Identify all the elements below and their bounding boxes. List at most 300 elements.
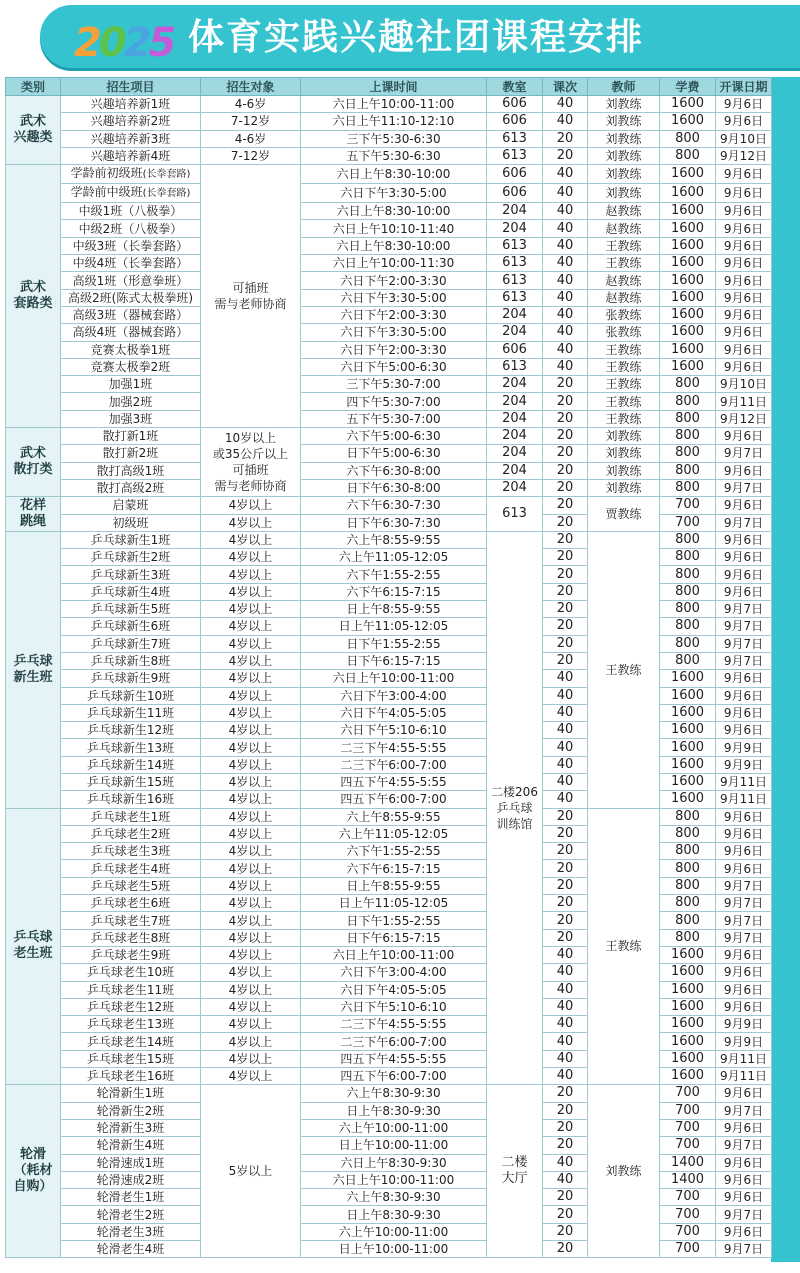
time-cell: 五下午5:30-7:00	[301, 410, 487, 427]
fee-cell: 1600	[660, 289, 716, 306]
start-date-cell: 9月11日	[716, 773, 772, 790]
category-cell	[6, 96, 61, 165]
cell-line: 可插班	[232, 281, 269, 296]
time-cell: 六上午8:30-9:30	[301, 1085, 487, 1102]
course-name: 散打新1班	[102, 429, 159, 444]
fee-cell: 700	[660, 1189, 716, 1206]
fee-cell: 800	[660, 860, 716, 877]
fee-cell: 800	[660, 462, 716, 479]
course-name: 乒乓球老生9班	[90, 948, 171, 963]
fee-cell: 1600	[660, 272, 716, 289]
column-header: 教室	[487, 78, 543, 96]
fee-cell: 1600	[660, 773, 716, 790]
start-date-cell: 9月9日	[716, 739, 772, 756]
sessions-cell: 20	[543, 514, 588, 531]
sessions-cell: 20	[543, 601, 588, 618]
year-digit: 2	[74, 20, 99, 66]
time-cell: 六日上午10:00-11:00	[301, 670, 487, 687]
fee-cell: 800	[660, 652, 716, 669]
course-name-cell	[61, 877, 201, 894]
table-row	[6, 113, 772, 130]
sessions-cell: 40	[543, 981, 588, 998]
room-cell: 613	[487, 130, 543, 147]
start-date-cell: 9月7日	[716, 1241, 772, 1258]
time-cell: 日上午8:30-9:30	[301, 1206, 487, 1223]
table-row	[6, 306, 772, 323]
audience-cell: 4岁以上	[201, 929, 301, 946]
course-name-cell	[61, 652, 201, 669]
teacher-cell: 刘教练	[588, 479, 660, 496]
table-row	[6, 272, 772, 289]
sessions-cell: 40	[543, 165, 588, 184]
audience-cell: 7-12岁	[201, 113, 301, 130]
course-name: 乒乓球老生10班	[86, 965, 175, 980]
course-name-cell	[61, 843, 201, 860]
time-cell: 六上午11:05-12:05	[301, 549, 487, 566]
fee-cell: 800	[660, 479, 716, 496]
table-row	[6, 497, 772, 514]
category-cell	[6, 1085, 61, 1258]
cell-line: 乒乓球	[496, 801, 533, 816]
year-digit: 0	[98, 20, 124, 66]
teacher-cell: 刘教练	[588, 165, 660, 184]
column-header: 招生项目	[61, 78, 201, 96]
time-cell: 六日下午2:00-3:30	[301, 272, 487, 289]
course-name: 乒乓球新生9班	[90, 671, 171, 686]
fee-cell: 800	[660, 843, 716, 860]
course-name: 散打高级1班	[96, 463, 165, 478]
cell-line: 需与老师协商	[214, 479, 287, 494]
room-cell: 204	[487, 376, 543, 393]
time-cell: 日上午10:00-11:00	[301, 1241, 487, 1258]
time-cell: 六日下午2:00-3:30	[301, 306, 487, 323]
audience-cell: 4岁以上	[201, 652, 301, 669]
audience-cell: 4岁以上	[201, 618, 301, 635]
audience-cell: 4岁以上	[201, 566, 301, 583]
audience-cell: 4岁以上	[201, 1016, 301, 1033]
fee-cell: 1600	[660, 237, 716, 254]
start-date-cell: 9月6日	[716, 704, 772, 721]
teacher-cell: 刘教练	[588, 462, 660, 479]
fee-cell: 1600	[660, 1033, 716, 1050]
fee-cell: 1600	[660, 1068, 716, 1085]
sessions-cell: 40	[543, 998, 588, 1015]
room-cell	[487, 531, 543, 1085]
audience-cell: 4岁以上	[201, 1068, 301, 1085]
start-date-cell: 9月6日	[716, 113, 772, 130]
sessions-cell: 40	[543, 341, 588, 358]
time-cell: 二三下午4:55-5:55	[301, 739, 487, 756]
table-row	[6, 531, 772, 548]
fee-cell: 700	[660, 1085, 716, 1102]
table-row	[6, 445, 772, 462]
category-cell	[6, 808, 61, 1085]
start-date-cell: 9月9日	[716, 756, 772, 773]
course-name: 高级1班（形意拳班）	[72, 273, 189, 288]
course-name: 竞赛太极拳1班	[90, 342, 171, 357]
course-name: 乒乓球老生1班	[90, 809, 171, 824]
teacher-cell: 赵教练	[588, 220, 660, 237]
fee-cell: 1600	[660, 1016, 716, 1033]
teacher-cell: 刘教练	[588, 96, 660, 113]
sessions-cell: 20	[543, 531, 588, 548]
cell-line: 训练馆	[496, 817, 533, 832]
table-row	[6, 479, 772, 496]
sessions-cell: 20	[543, 462, 588, 479]
column-header: 教师	[588, 78, 660, 96]
table-header-row	[6, 78, 772, 96]
time-cell: 六日下午3:30-5:00	[301, 184, 487, 203]
fee-cell: 1600	[660, 704, 716, 721]
fee-cell: 1600	[660, 220, 716, 237]
start-date-cell: 9月6日	[716, 860, 772, 877]
fee-cell: 700	[660, 1137, 716, 1154]
course-name: 乒乓球新生14班	[86, 757, 175, 772]
start-date-cell: 9月11日	[716, 393, 772, 410]
sessions-cell: 40	[543, 324, 588, 341]
room-cell	[487, 1085, 543, 1258]
time-cell: 六日上午8:30-10:00	[301, 165, 487, 184]
time-cell: 日下午1:55-2:55	[301, 635, 487, 652]
course-name: 中级1班（八极拳）	[78, 204, 183, 219]
start-date-cell: 9月7日	[716, 895, 772, 912]
time-cell: 六下午6:30-7:30	[301, 497, 487, 514]
time-cell: 二三下午6:00-7:00	[301, 756, 487, 773]
sessions-cell: 20	[543, 479, 588, 496]
course-name: 乒乓球老生11班	[86, 982, 175, 997]
fee-cell: 800	[660, 825, 716, 842]
fee-cell: 1600	[660, 964, 716, 981]
fee-cell: 800	[660, 130, 716, 147]
start-date-cell: 9月6日	[716, 462, 772, 479]
audience-cell: 4岁以上	[201, 1050, 301, 1067]
course-name-cell	[61, 147, 201, 164]
room-cell: 204	[487, 410, 543, 427]
sessions-cell: 20	[543, 428, 588, 445]
course-name: 乒乓球新生12班	[86, 723, 175, 738]
cell-line: 武术	[19, 114, 46, 130]
time-cell: 六日上午11:10-12:10	[301, 113, 487, 130]
time-cell: 六上午10:00-11:00	[301, 1223, 487, 1240]
cell-line: 自购）	[13, 1179, 53, 1195]
table-row	[6, 237, 772, 254]
start-date-cell: 9月6日	[716, 843, 772, 860]
fee-cell: 1600	[660, 203, 716, 220]
room-cell: 613	[487, 272, 543, 289]
course-name: 兴趣培养新4班	[90, 149, 171, 164]
start-date-cell: 9月6日	[716, 946, 772, 963]
course-name: 中级3班（长拳套路）	[72, 238, 189, 253]
start-date-cell: 9月6日	[716, 306, 772, 323]
audience-cell: 4岁以上	[201, 912, 301, 929]
course-name-cell	[61, 635, 201, 652]
time-cell: 日上午8:55-9:55	[301, 601, 487, 618]
audience-cell	[201, 428, 301, 497]
room-cell: 204	[487, 479, 543, 496]
course-name-cell	[61, 964, 201, 981]
audience-cell: 4岁以上	[201, 514, 301, 531]
start-date-cell: 9月7日	[716, 445, 772, 462]
table-row	[6, 428, 772, 445]
table-row	[6, 808, 772, 825]
audience-cell: 4-6岁	[201, 130, 301, 147]
sessions-cell: 40	[543, 1154, 588, 1171]
sessions-cell: 40	[543, 96, 588, 113]
fee-cell: 800	[660, 445, 716, 462]
teacher-cell: 王教练	[588, 237, 660, 254]
start-date-cell: 9月7日	[716, 652, 772, 669]
course-name-cell	[61, 203, 201, 220]
table-row	[6, 358, 772, 375]
course-name: 中级4班（长拳套路）	[72, 256, 189, 271]
room-cell: 613	[487, 289, 543, 306]
cell-line: 需与老师协商	[214, 297, 287, 312]
fee-cell: 800	[660, 393, 716, 410]
course-name-cell	[61, 618, 201, 635]
cell-line: 兴趣类	[13, 130, 53, 146]
start-date-cell: 9月6日	[716, 96, 772, 113]
course-name-cell	[61, 1223, 201, 1240]
teacher-cell: 王教练	[588, 341, 660, 358]
cell-line: 跳绳	[19, 514, 46, 530]
teacher-cell: 贾教练	[588, 497, 660, 532]
course-name: 乒乓球新生4班	[90, 584, 171, 599]
teacher-cell: 刘教练	[588, 113, 660, 130]
time-cell: 六日上午10:00-11:00	[301, 96, 487, 113]
start-date-cell: 9月9日	[716, 1033, 772, 1050]
side-decoration	[771, 77, 800, 1262]
start-date-cell: 9月7日	[716, 514, 772, 531]
teacher-cell: 刘教练	[588, 147, 660, 164]
audience-cell: 7-12岁	[201, 147, 301, 164]
sessions-cell: 20	[543, 1085, 588, 1102]
course-name-cell	[61, 929, 201, 946]
course-name-cell	[61, 1119, 201, 1136]
course-name-cell	[61, 895, 201, 912]
course-name: 竞赛太极拳2班	[90, 360, 171, 374]
start-date-cell: 9月12日	[716, 147, 772, 164]
course-name-cell	[61, 1206, 201, 1223]
fee-cell: 800	[660, 531, 716, 548]
start-date-cell: 9月6日	[716, 1189, 772, 1206]
course-name-cell	[61, 393, 201, 410]
course-name: 轮滑老生2班	[96, 1207, 165, 1222]
course-name-cell	[61, 1068, 201, 1085]
course-name: 散打新2班	[102, 446, 159, 461]
start-date-cell: 9月11日	[716, 1068, 772, 1085]
sessions-cell: 40	[543, 964, 588, 981]
fee-cell: 1600	[660, 946, 716, 963]
teacher-cell: 王教练	[588, 393, 660, 410]
course-name-cell	[61, 341, 201, 358]
fee-cell: 700	[660, 497, 716, 514]
start-date-cell: 9月6日	[716, 272, 772, 289]
sessions-cell: 40	[543, 1171, 588, 1188]
course-name: 乒乓球新生2班	[90, 550, 171, 565]
room-cell: 204	[487, 324, 543, 341]
course-schedule-table	[5, 77, 772, 1258]
audience-cell: 4岁以上	[201, 756, 301, 773]
cell-line: 10岁以上	[224, 431, 277, 446]
course-name: 乒乓球老生15班	[86, 1051, 175, 1066]
audience-cell: 4岁以上	[201, 722, 301, 739]
fee-cell: 700	[660, 1119, 716, 1136]
course-name: 加强2班	[108, 394, 153, 409]
cell-line: 二楼206	[491, 785, 538, 800]
time-cell: 六日上午10:00-11:00	[301, 1171, 487, 1188]
course-name: 乒乓球新生3班	[90, 567, 171, 582]
time-cell: 四下午5:30-7:00	[301, 393, 487, 410]
time-cell: 六日下午3:00-4:00	[301, 687, 487, 704]
course-name: 乒乓球老生2班	[90, 827, 171, 842]
sessions-cell: 40	[543, 791, 588, 808]
course-name: 启蒙班	[112, 498, 149, 513]
fee-cell: 1600	[660, 687, 716, 704]
cell-line: 散打类	[13, 462, 53, 478]
time-cell: 日上午8:55-9:55	[301, 877, 487, 894]
course-name: 乒乓球老生3班	[90, 844, 171, 859]
table-row	[6, 410, 772, 427]
fee-cell: 1400	[660, 1154, 716, 1171]
fee-cell: 1600	[660, 981, 716, 998]
audience-cell: 4岁以上	[201, 1033, 301, 1050]
start-date-cell: 9月12日	[716, 410, 772, 427]
course-name: 高级4班（器械套路）	[72, 325, 189, 340]
start-date-cell: 9月6日	[716, 203, 772, 220]
course-name: 轮滑老生1班	[96, 1190, 165, 1205]
time-cell: 六日上午8:30-10:00	[301, 203, 487, 220]
fee-cell: 800	[660, 929, 716, 946]
time-cell: 六日下午5:00-6:30	[301, 358, 487, 375]
column-header: 开课日期	[716, 78, 772, 96]
sessions-cell: 20	[543, 549, 588, 566]
sessions-cell: 20	[543, 1102, 588, 1119]
cell-line: 乒乓球	[13, 930, 53, 946]
fee-cell: 700	[660, 1102, 716, 1119]
start-date-cell: 9月9日	[716, 1016, 772, 1033]
course-name: 轮滑新生3班	[96, 1121, 165, 1136]
sessions-cell: 20	[543, 912, 588, 929]
time-cell: 日下午5:00-6:30	[301, 445, 487, 462]
start-date-cell: 9月6日	[716, 237, 772, 254]
table-row	[6, 96, 772, 113]
course-name-cell	[61, 773, 201, 790]
course-style-note: (长拳套路)	[142, 169, 191, 181]
audience-cell: 4岁以上	[201, 860, 301, 877]
sessions-cell: 20	[543, 635, 588, 652]
course-name: 中级2班（八极拳）	[78, 221, 183, 236]
fee-cell: 1600	[660, 324, 716, 341]
course-name: 乒乓球新生11班	[86, 705, 175, 720]
start-date-cell: 9月11日	[716, 1050, 772, 1067]
audience-cell: 4岁以上	[201, 825, 301, 842]
sessions-cell: 20	[543, 130, 588, 147]
start-date-cell: 9月6日	[716, 583, 772, 600]
cell-line: 613	[502, 506, 527, 522]
sessions-cell: 20	[543, 1206, 588, 1223]
fee-cell: 700	[660, 514, 716, 531]
start-date-cell: 9月6日	[716, 184, 772, 203]
year-digit: 2	[123, 20, 149, 66]
sessions-cell: 40	[543, 203, 588, 220]
course-name-cell	[61, 479, 201, 496]
time-cell: 六日上午8:30-9:30	[301, 1154, 487, 1171]
fee-cell: 1600	[660, 255, 716, 272]
time-cell: 六上午10:00-11:00	[301, 1119, 487, 1136]
start-date-cell: 9月6日	[716, 998, 772, 1015]
time-cell: 六日上午8:30-10:00	[301, 237, 487, 254]
audience-cell: 4岁以上	[201, 998, 301, 1015]
start-date-cell: 9月7日	[716, 1137, 772, 1154]
start-date-cell: 9月6日	[716, 808, 772, 825]
fee-cell: 800	[660, 912, 716, 929]
teacher-cell: 赵教练	[588, 272, 660, 289]
time-cell: 六日下午2:00-3:30	[301, 341, 487, 358]
sessions-cell: 40	[543, 670, 588, 687]
audience-cell: 4岁以上	[201, 964, 301, 981]
cell-line: 5岁以上	[228, 1164, 273, 1179]
audience-cell: 4岁以上	[201, 739, 301, 756]
course-name: 兴趣培养新1班	[90, 97, 171, 112]
sessions-cell: 20	[543, 147, 588, 164]
table-row	[6, 184, 772, 203]
time-cell: 二三下午6:00-7:00	[301, 1033, 487, 1050]
time-cell: 六日下午4:05-5:05	[301, 704, 487, 721]
sessions-cell: 20	[543, 376, 588, 393]
cell-line: 武术	[19, 446, 46, 462]
room-cell: 204	[487, 203, 543, 220]
start-date-cell: 9月7日	[716, 635, 772, 652]
fee-cell: 800	[660, 877, 716, 894]
time-cell: 六上午11:05-12:05	[301, 825, 487, 842]
start-date-cell: 9月6日	[716, 1085, 772, 1102]
course-name-cell	[61, 428, 201, 445]
table-row	[6, 130, 772, 147]
course-name: 学龄前中级班	[70, 185, 143, 200]
year-digit: 5	[148, 20, 174, 66]
start-date-cell: 9月7日	[716, 618, 772, 635]
room-cell: 204	[487, 306, 543, 323]
fee-cell: 800	[660, 601, 716, 618]
cell-line: 轮滑	[19, 1147, 46, 1163]
time-cell: 二三下午4:55-5:55	[301, 1016, 487, 1033]
course-name-cell	[61, 130, 201, 147]
course-name-cell	[61, 410, 201, 427]
sessions-cell: 20	[543, 497, 588, 514]
course-name: 乒乓球新生5班	[90, 602, 171, 617]
start-date-cell: 9月6日	[716, 1171, 772, 1188]
course-name-cell	[61, 1016, 201, 1033]
course-name-cell	[61, 96, 201, 113]
sessions-cell: 20	[543, 618, 588, 635]
course-name-cell	[61, 289, 201, 306]
course-name: 轮滑新生4班	[96, 1138, 165, 1153]
course-name-cell	[61, 220, 201, 237]
sessions-cell: 40	[543, 220, 588, 237]
course-name-cell	[61, 1033, 201, 1050]
start-date-cell: 9月6日	[716, 497, 772, 514]
cell-line: 大厅	[501, 1171, 528, 1187]
course-name: 乒乓球新生16班	[86, 792, 175, 807]
fee-cell: 1600	[660, 1050, 716, 1067]
start-date-cell: 9月6日	[716, 531, 772, 548]
time-cell: 六下午1:55-2:55	[301, 566, 487, 583]
course-name: 乒乓球老生13班	[86, 1017, 175, 1032]
room-cell: 204	[487, 462, 543, 479]
sessions-cell: 20	[543, 929, 588, 946]
course-name: 高级2班(陈式太极拳班)	[68, 290, 193, 305]
fee-cell: 700	[660, 1241, 716, 1258]
